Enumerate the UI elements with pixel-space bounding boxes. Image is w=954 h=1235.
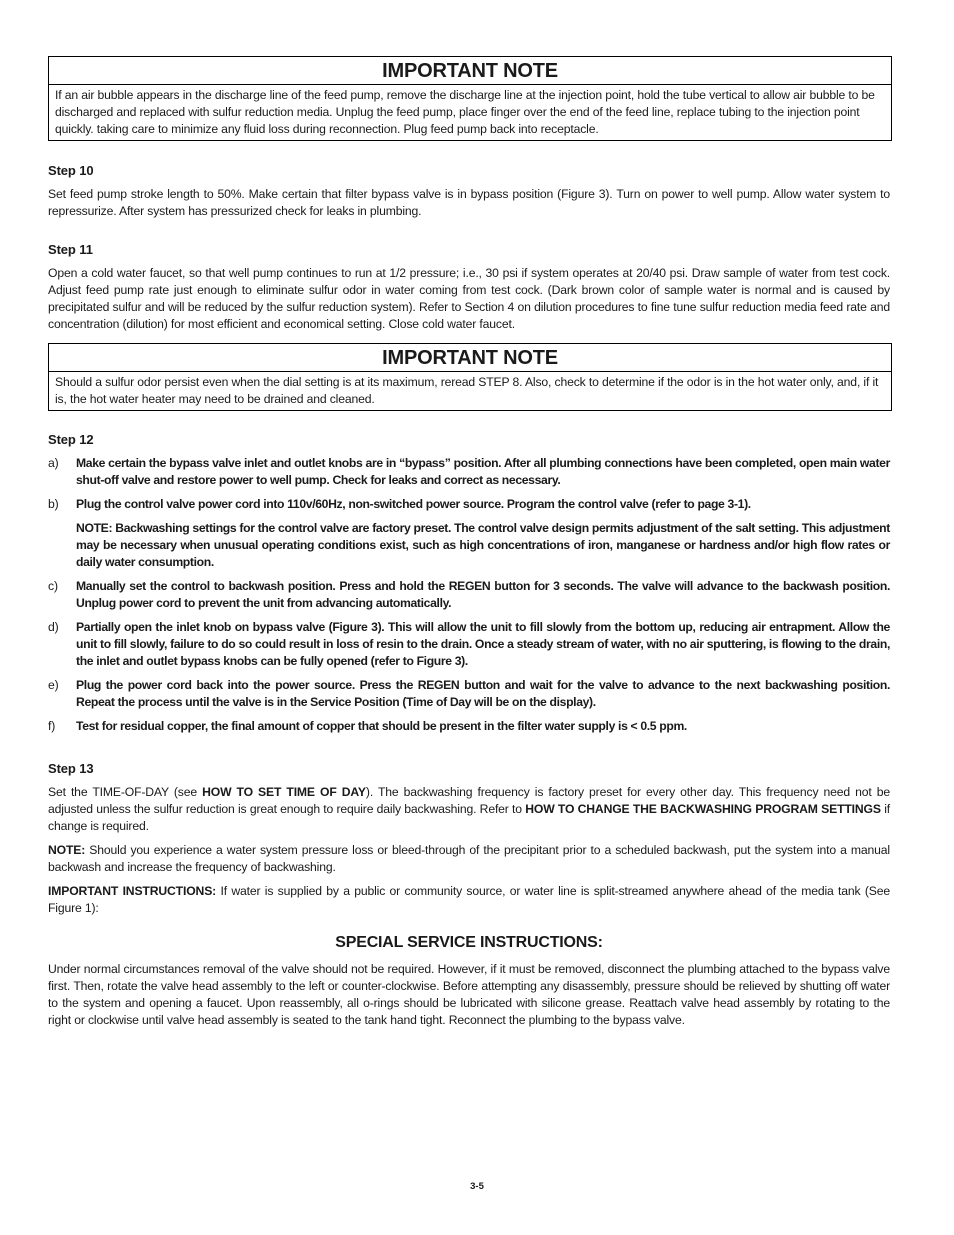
list-item (48, 619, 890, 670)
text-run: if change is required. (48, 802, 890, 833)
text-run: ). The backwashing frequency is factory preset for every other day. This frequency need not be adjusted unless the sulfur reduction is great enough to require daily backwashing. Refer to (48, 785, 890, 816)
list-text: Make certain the bypass valve inlet and outlet knobs are in “bypass” position. After all plumbing connections have been completed, open main water shut-off valve and restore power to well pump. Check for leaks and correct as necessary. (76, 456, 890, 487)
list-label: d) (48, 620, 59, 634)
special-service-text: Under normal circumstances removal of the valve should not be required. However, if it must be removed, disconnect the plumbing attached to the bypass valve first. Then, rotate the valve head assembly to the left or counter-clockwise. Before attempting any disassembly, pressure should be relieved by shutting off water to the system and opening a faucet. Upon reassembly, all o-rings should be lubricated with silicone grease. Reattach valve head assembly by rotating to the right or clockwise until valve head assembly is seated to the tank hand tight. Reconnect the plumbing to the bypass valve. (48, 962, 890, 1027)
list-text: Plug the power cord back into the power source. Press the REGEN button and wait for the valve to advance to the next backwashing position. Repeat the process until the valve is in the Service Position (Time of Day will be on the display). (76, 678, 890, 709)
list-label: b) (48, 497, 59, 511)
step-13-text (48, 784, 890, 835)
list-item (48, 578, 890, 612)
instructions-label: IMPORTANT INSTRUCTIONS: (48, 884, 217, 898)
list-label: e) (48, 678, 59, 692)
step-13-heading: Step 13 (48, 761, 94, 776)
step-10-heading: Step 10 (48, 163, 94, 178)
list-item (48, 718, 890, 735)
page-number: 3-5 (470, 1181, 484, 1192)
note-body: If an air bubble appears in the discharge line of the feed pump, remove the discharge line at the injection point, hold the tube vertical to allow air bubble to be discharged and replaced with sulfur reduction media. Unplug the feed pump, place finger over the end of the feed line, replace tubing to the injection point quickly. taking care to minimize any fluid loss during reconnection. Plug feed pump back into receptacle. (55, 88, 875, 136)
list-item (48, 496, 890, 513)
list-text: Plug the control valve power cord into 110v/60Hz, non-switched power source. Program the control valve (refer to page 3-1). (76, 497, 751, 511)
note-label: NOTE: (48, 843, 86, 857)
step-13-note (48, 842, 890, 876)
important-note-1 (48, 56, 892, 141)
list-label: a) (48, 456, 59, 470)
note-body: Should a sulfur odor persist even when the dial setting is at its maximum, reread STEP 8. Also, check to determine if the odor is in the hot water only, and, if it is, the hot water heater may need to be drained and cleaned. (55, 375, 879, 406)
list-label: f) (48, 719, 56, 733)
special-service-heading: SPECIAL SERVICE INSTRUCTIONS: (335, 934, 603, 951)
list-item (48, 677, 890, 711)
list-text: Partially open the inlet knob on bypass valve (Figure 3). This will allow the unit to fill slowly from the bottom up, reducing air entrapment. Allow the unit to fill slowly, failure to do so could result in loss of resin to the drain. Once a steady stream of water, with no air sputtering, is flowing to the drain, the inlet and outlet bypass knobs can be fully opened (refer to Figure 3). (76, 620, 890, 668)
note-title: IMPORTANT NOTE (49, 344, 891, 372)
step-10-text: Set feed pump stroke length to 50%. Make certain that filter bypass valve is in bypass position (Figure 3). Turn on power to well pump. Allow water system to repressurize. After system has pressurized check for leaks in plumbing. (48, 187, 890, 218)
instructions-text: If water is supplied by a public or community source, or water line is split-streamed anywhere ahead of the media tank (See Figure 1): (48, 884, 891, 915)
link-time-of-day: HOW TO SET TIME OF DAY (202, 785, 366, 799)
step-11-heading: Step 11 (48, 242, 93, 257)
note-text: Should you experience a water system pressure loss or bleed-through of the precipitant prior to a scheduled backwash, put the system into a manual backwash and increase the frequency of backwashing. (48, 843, 890, 874)
important-instructions (48, 883, 890, 917)
step-12-heading: Step 12 (48, 432, 94, 447)
list-label: c) (48, 579, 58, 593)
link-backwash-settings: HOW TO CHANGE THE BACKWASHING PROGRAM SETTINGS (525, 802, 881, 816)
important-note-2 (48, 343, 892, 411)
backwash-settings-note: NOTE: Backwashing settings for the control valve are factory preset. The control valve design permits adjustment of the salt setting. This adjustment may be necessary when unusual operating conditions exist, such as high concentrations of iron, manganese or hardness and/or high flow rates or daily water consumption. (76, 521, 890, 569)
page-content (48, 56, 890, 1029)
step-11-text: Open a cold water faucet, so that well pump continues to run at 1/2 pressure; i.e., 30 psi if system operates at 20/40 psi. Draw sample of water from test cock. Adjust feed pump rate just enough to eliminate sulfur odor in water coming from test cock. (Dark brown color of sample water is normal and is caused by precipitated sulfur and will be reduced by the sulfur reduction system). Refer to Section 4 on dilution procedures to fine tune sulfur reduction media feed rate and concentration (dilution) for most efficient and economical setting. Close cold water faucet. (48, 266, 890, 331)
list-text: Manually set the control to backwash position. Press and hold the REGEN button for 3 seconds. The valve will advance to the backwash position. Unplug power cord to prevent the unit from advancing automatically. (76, 579, 890, 610)
list-item (48, 455, 890, 489)
list-text: Test for residual copper, the final amount of copper that should be present in the filter water supply is < 0.5 ppm. (76, 719, 687, 733)
note-title: IMPORTANT NOTE (49, 57, 891, 85)
text-run: Set the TIME-OF-DAY (see (48, 785, 203, 799)
